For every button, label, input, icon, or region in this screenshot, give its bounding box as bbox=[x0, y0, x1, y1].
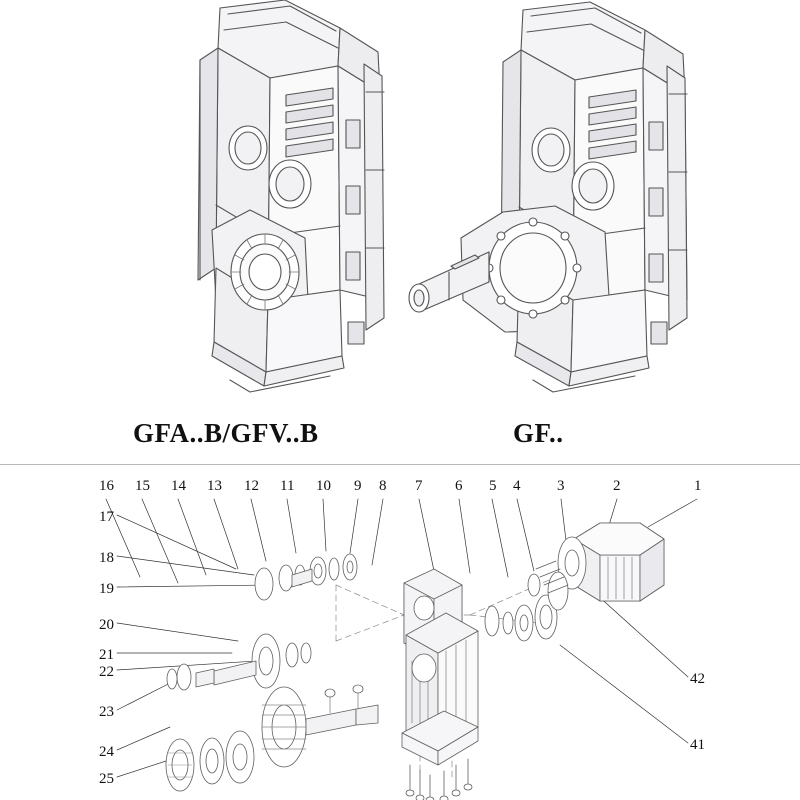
callout-24: 24 bbox=[99, 744, 114, 760]
caption-gfab: GFA..B/GFV..B bbox=[133, 418, 319, 448]
callout-15: 15 bbox=[135, 478, 150, 494]
callout-25: 25 bbox=[99, 771, 114, 787]
callout-8: 8 bbox=[379, 478, 387, 494]
callout-23: 23 bbox=[99, 704, 114, 720]
callout-1: 1 bbox=[694, 478, 702, 494]
callout-12: 12 bbox=[244, 478, 259, 494]
callout-18: 18 bbox=[99, 550, 114, 566]
callout-16: 16 bbox=[99, 478, 114, 494]
callout-7: 7 bbox=[415, 478, 423, 494]
callout-3: 3 bbox=[557, 478, 565, 494]
callout-10: 10 bbox=[316, 478, 331, 494]
callout-6: 6 bbox=[455, 478, 463, 494]
callout-9: 9 bbox=[354, 478, 362, 494]
exploded-assembly-svg bbox=[0, 465, 800, 800]
callout-14: 14 bbox=[171, 478, 186, 494]
callout-11: 11 bbox=[280, 478, 295, 494]
callout-21: 21 bbox=[99, 647, 114, 663]
callout-2: 2 bbox=[613, 478, 621, 494]
gearbox-drawing-gfab bbox=[100, 0, 400, 410]
gearbox-drawing-gf bbox=[405, 0, 715, 410]
callout-19: 19 bbox=[99, 581, 114, 597]
exploded-assembly-view bbox=[0, 465, 800, 800]
callout-4: 4 bbox=[513, 478, 521, 494]
callout-5: 5 bbox=[489, 478, 497, 494]
callout-41: 41 bbox=[690, 737, 705, 753]
caption-gf: GF.. bbox=[513, 418, 564, 448]
callout-20: 20 bbox=[99, 617, 114, 633]
callout-17: 17 bbox=[99, 509, 114, 525]
callout-13: 13 bbox=[207, 478, 222, 494]
callout-22: 22 bbox=[99, 664, 114, 680]
callout-42: 42 bbox=[690, 671, 705, 687]
